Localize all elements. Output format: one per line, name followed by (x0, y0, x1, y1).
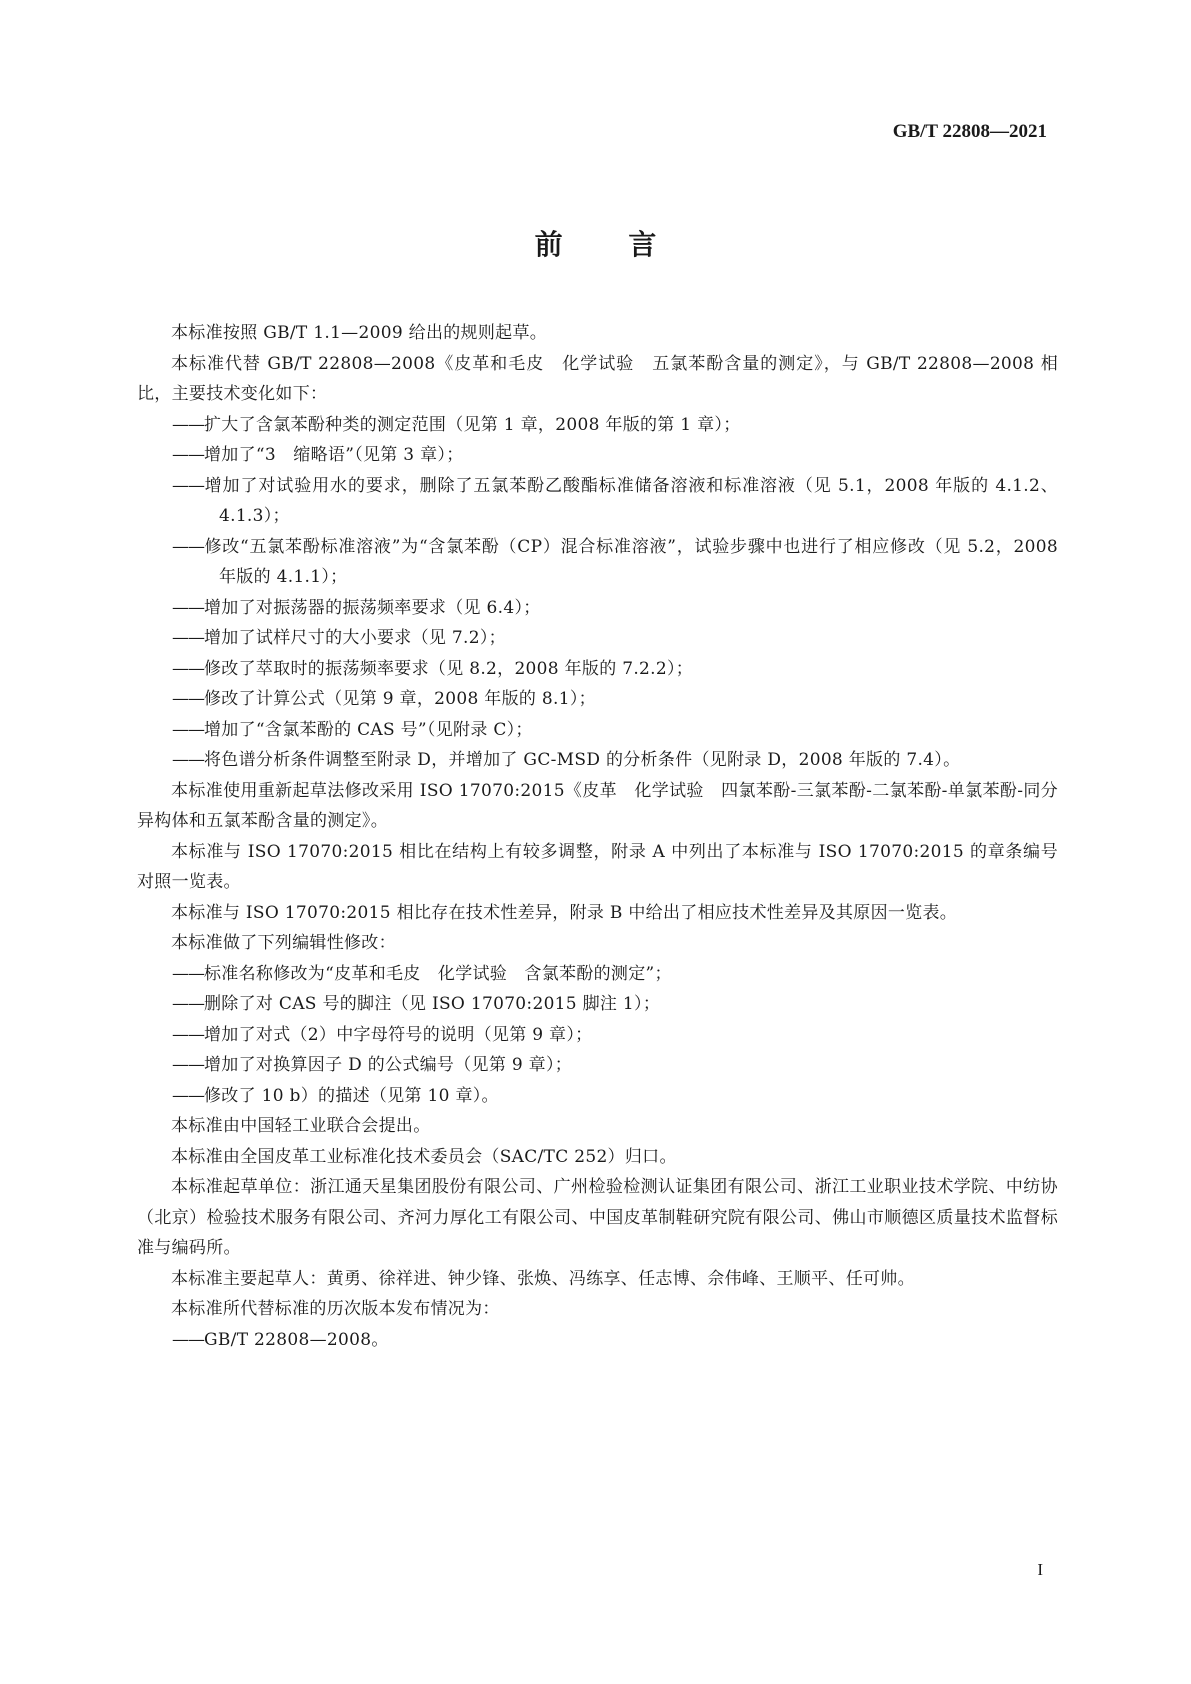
paragraph: 本标准代替 GB/T 22808—2008《皮革和毛皮 化学试验 五氯苯酚含量的测定》，与 GB/T 22808—2008 相比，主要技术变化如下： (137, 353, 1058, 404)
list-item: —— 增加了“含氯苯酚的 CAS 号”（见附录 C）； (137, 715, 1058, 746)
paragraph: 本标准起草单位：浙江通天星集团股份有限公司、广州检验检测认证集团有限公司、浙江工业职业技术学院、中纺协（北京）检验技术服务有限公司、齐河力厚化工有限公司、中国皮革制鞋研究院有限公司、佛山市顺德区质量技术监督标准与编码所。 (137, 1177, 1058, 1258)
paragraph: 本标准按照 GB/T 1.1—2009 给出的规则起草。 (171, 323, 548, 343)
paragraph: 本标准由中国轻工业联合会提出。 (171, 1116, 431, 1136)
list-item: —— 增加了“3 缩略语”（见第 3 章）； (137, 440, 1058, 471)
list-item: —— 修改“五氯苯酚标准溶液”为“含氯苯酚（CP）混合标准溶液”，试验步骤中也进行了相应修改（见 5.2，2008 年版的 4.1.1）； (137, 532, 1058, 593)
list-item: —— 修改了萃取时的振荡频率要求（见 8.2，2008 年版的 7.2.2）； (137, 654, 1058, 685)
page-number: I (1037, 1560, 1043, 1579)
paragraph: 本标准做了下列编辑性修改： (171, 933, 396, 953)
paragraph: 本标准与 ISO 17070:2015 相比存在技术性差异，附录 B 中给出了相应技术性差异及其原因一览表。 (171, 902, 958, 923)
list-item: —— 修改了 10 b）的描述（见第 10 章）。 (137, 1081, 1058, 1112)
list-item: —— 增加了对试验用水的要求，删除了五氯苯酚乙酸酯标准储备溶液和标准溶液（见 5.1，2008 年版的 4.1.2、4.1.3）； (137, 471, 1058, 532)
list-item: —— 增加了试样尺寸的大小要求（见 7.2）； (137, 623, 1058, 654)
page-title: 前 言 (534, 228, 685, 261)
list-item: —— GB/T 22808—2008。 (137, 1325, 1058, 1356)
list-item: —— 增加了对换算因子 D 的公式编号（见第 9 章）； (137, 1050, 1058, 1081)
paragraph: 本标准使用重新起草法修改采用 ISO 17070:2015《皮革 化学试验 四氯苯酚-三氯苯酚-二氯苯酚-单氯苯酚-同分异构体和五氯苯酚含量的测定》。 (137, 780, 1058, 831)
paragraph: 本标准主要起草人：黄勇、徐祥进、钟少锋、张焕、冯练享、任志博、佘伟峰、王顺平、任可帅。 (171, 1268, 915, 1289)
list-item: —— 标准名称修改为“皮革和毛皮 化学试验 含氯苯酚的测定”； (137, 959, 1058, 990)
standard-number: GB/T 22808—2021 (892, 121, 1047, 142)
paragraph: 本标准由全国皮革工业标准化技术委员会（SAC/TC 252）归口。 (171, 1146, 677, 1167)
paragraph: 本标准所代替标准的历次版本发布情况为： (171, 1299, 500, 1319)
list-item: —— 增加了对振荡器的振荡频率要求（见 6.4）； (137, 593, 1058, 624)
list-item: —— 修改了计算公式（见第 9 章，2008 年版的 8.1）； (137, 684, 1058, 715)
list-item: —— 删除了对 CAS 号的脚注（见 ISO 17070:2015 脚注 1）； (137, 989, 1058, 1020)
list-item: —— 增加了对式（2）中字母符号的说明（见第 9 章）； (137, 1020, 1058, 1051)
paragraph: 本标准与 ISO 17070:2015 相比在结构上有较多调整，附录 A 中列出了本标准与 ISO 17070:2015 的章条编号对照一览表。 (137, 841, 1058, 892)
list-item: —— 扩大了含氯苯酚种类的测定范围（见第 1 章，2008 年版的第 1 章）； (137, 410, 1058, 441)
list-item: —— 将色谱分析条件调整至附录 D，并增加了 GC-MSD 的分析条件（见附录 D，2008 年版的 7.4）。 (137, 745, 1058, 776)
preface-body (137, 318, 1058, 1355)
